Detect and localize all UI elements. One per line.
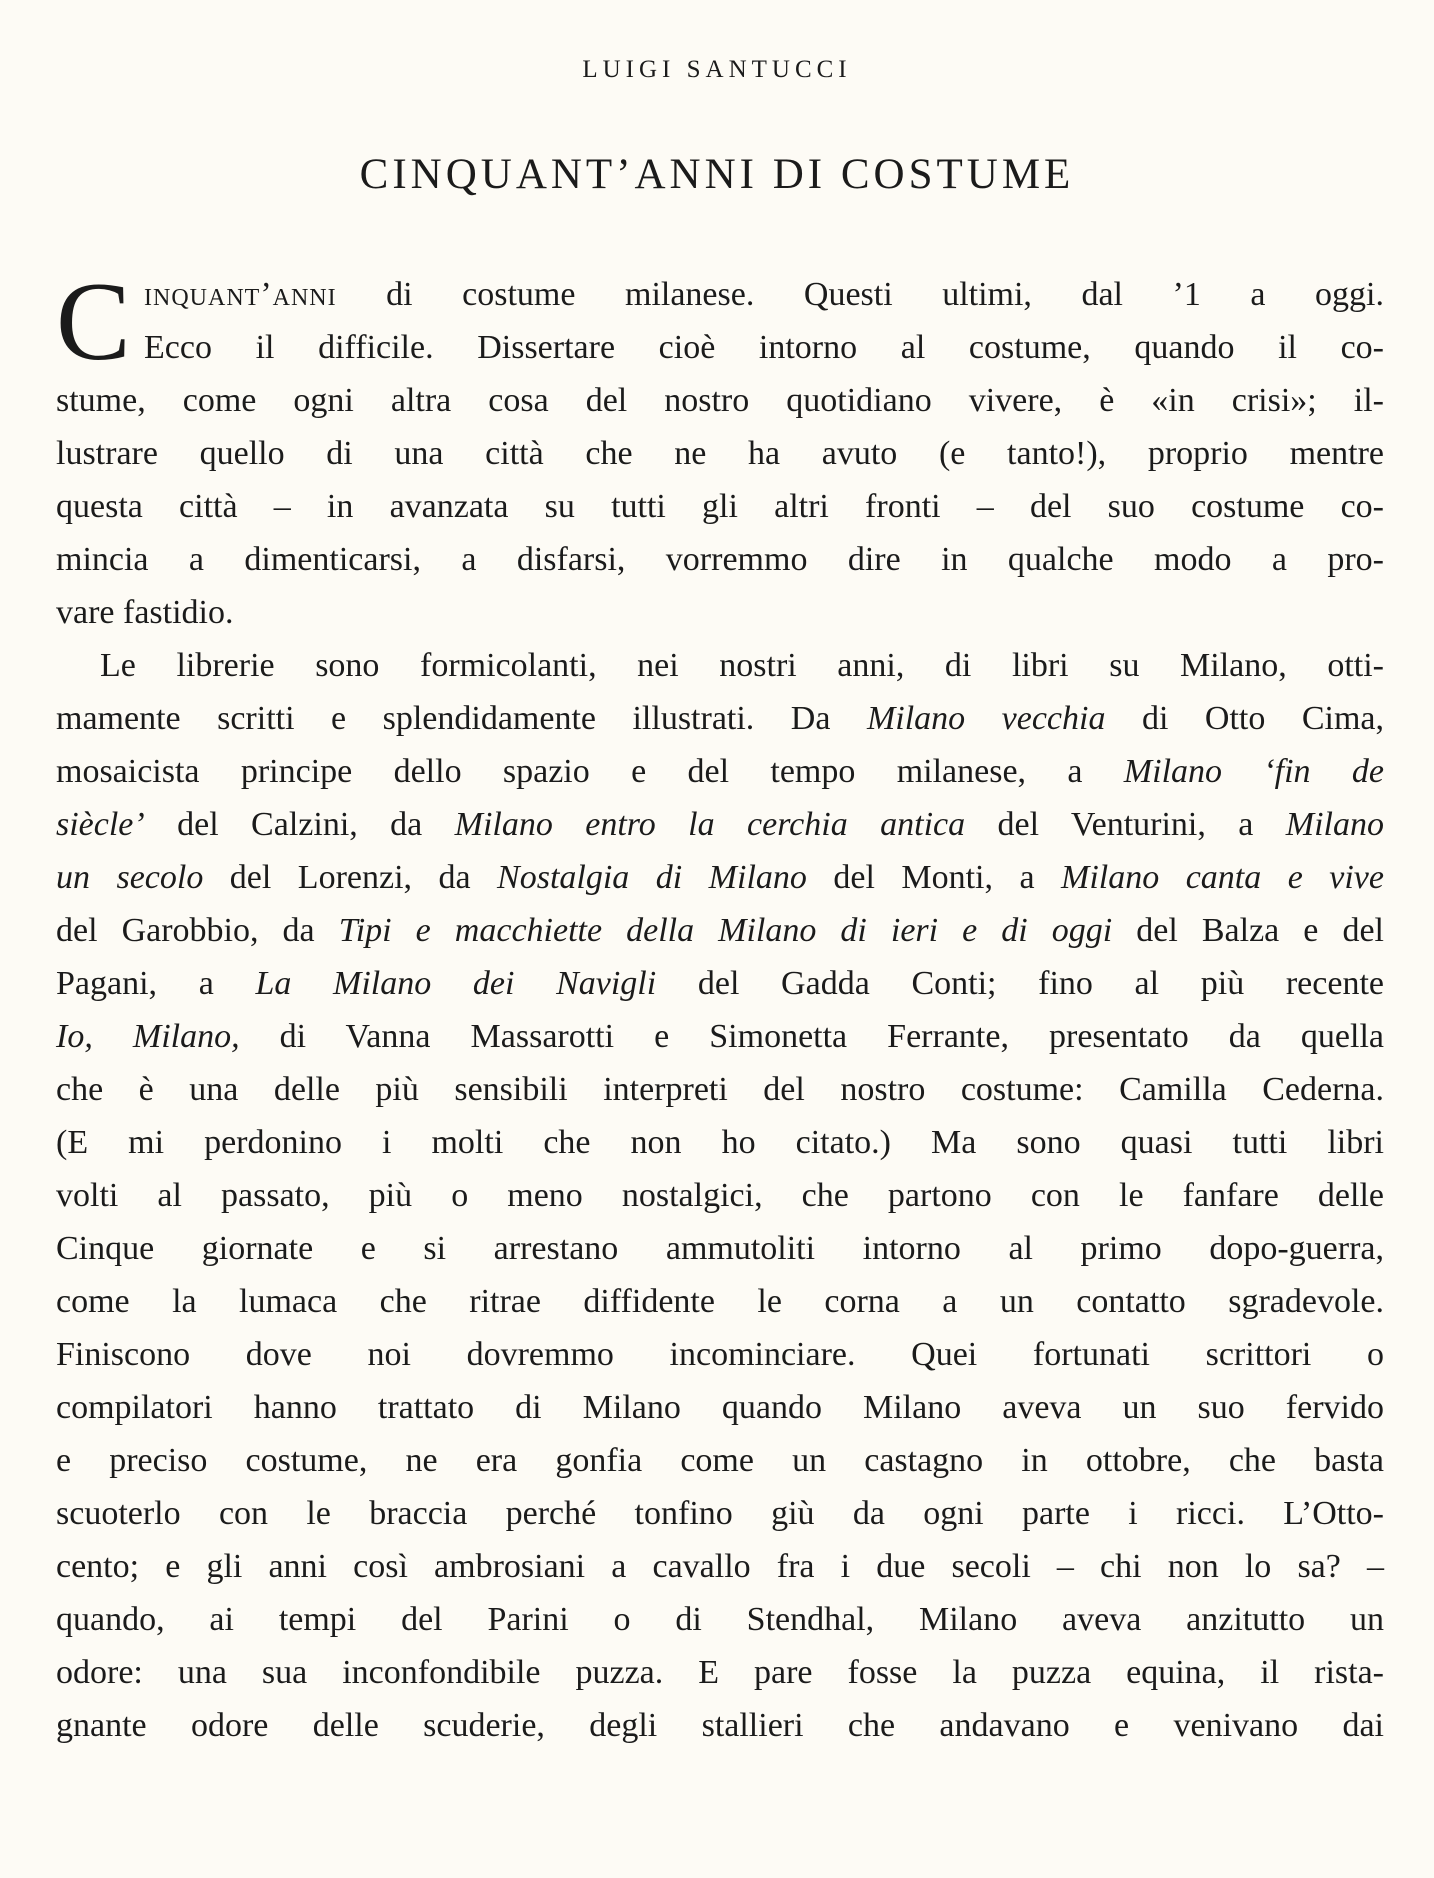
chapter-title: CINQUANT’ANNI DI COSTUME [359, 151, 1075, 198]
text-line: lustrare quello di una città che ne ha avuto (e tanto!), proprio mentre [56, 435, 1384, 472]
text-line: gnante odore delle scuderie, degli stallieri che andavano e venivano dai [56, 1707, 1384, 1744]
text-line: vare fastidio. [56, 594, 234, 631]
text-line: del Garobbio, da Tipi e macchiette della Milano di ieri e di oggi del Balza e del [56, 912, 1384, 949]
text-line: Io, Milano, di Vanna Massarotti e Simonetta Ferrante, presentato da quella [56, 1018, 1384, 1055]
book-title: siècle’ [56, 806, 145, 843]
book-title: Milano [1285, 806, 1384, 843]
text-line: mosaicista principe dello spazio e del tempo milanese, a Milano ‘fin de [56, 753, 1384, 790]
body-text [56, 260, 1384, 1752]
text-line: mamente scritti e splendidamente illustrati. Da Milano vecchia di Otto Cima, [56, 700, 1384, 737]
text-line: scuoterlo con le braccia perché tonfino giù da ogni parte i ricci. L’Otto- [56, 1495, 1384, 1532]
opening-small-caps: inquant’anni [144, 276, 337, 313]
text-line: inquant’anni di costume milanese. Questi ultimi, dal ’1 a oggi. [144, 276, 1384, 313]
text-line: siècle’ del Calzini, da Milano entro la cerchia antica del Venturini, a Milano [56, 806, 1384, 843]
text-line: compilatori hanno trattato di Milano quando Milano aveva un suo fervido [56, 1389, 1384, 1426]
text-line: stume, come ogni altra cosa del nostro quotidiano vivere, è «in crisi»; il- [56, 382, 1384, 419]
text-line: (E mi perdonino i molti che non ho citato.) Ma sono quasi tutti libri [56, 1124, 1384, 1161]
text-line: e preciso costume, ne era gonfia come un castagno in ottobre, che basta [56, 1442, 1384, 1479]
text-line: Ecco il difficile. Dissertare cioè intorno al costume, quando il co- [144, 329, 1384, 366]
book-title: La Milano dei Navigli [255, 965, 657, 1002]
text-line: odore: una sua inconfondibile puzza. E pare fosse la puzza equina, il rista- [56, 1654, 1384, 1691]
drop-cap: C [56, 260, 131, 384]
text-line: mincia a dimenticarsi, a disfarsi, vorremmo dire in qualche modo a pro- [56, 541, 1384, 578]
book-title: Milano vecchia [866, 700, 1106, 737]
running-head-author: LUIGI SANTUCCI [582, 56, 852, 83]
text-line: che è una delle più sensibili interpreti del nostro costume: Camilla Cederna. [56, 1071, 1384, 1108]
text-line: quando, ai tempi del Parini o di Stendhal, Milano aveva anzitutto un [56, 1601, 1384, 1638]
text-line: Le librerie sono formicolanti, nei nostri anni, di libri su Milano, otti- [100, 647, 1384, 684]
text-line: cento; e gli anni così ambrosiani a cavallo fra i due secoli – chi non lo sa? – [56, 1548, 1384, 1585]
book-title: Milano canta e vive [1061, 859, 1384, 896]
text-line: volti al passato, più o meno nostalgici, che partono con le fanfare delle [56, 1177, 1384, 1214]
text-line: Pagani, a La Milano dei Navigli del Gadda Conti; fino al più recente [56, 965, 1384, 1002]
text-line: Cinque giornate e si arrestano ammutoliti intorno al primo dopo-guerra, [56, 1230, 1384, 1267]
book-title: Milano ‘fin de [1123, 753, 1384, 790]
book-title: Io, Milano, [56, 1018, 240, 1055]
book-title: Nostalgia di Milano [497, 859, 807, 896]
book-title: Milano entro la cerchia antica [454, 806, 966, 843]
book-title: Tipi e macchiette della Milano di ieri e di oggi [338, 912, 1113, 949]
text-line: Finiscono dove noi dovremmo incominciare. Quei fortunati scrittori o [56, 1336, 1384, 1373]
text-line: questa città – in avanzata su tutti gli altri fronti – del suo costume co- [56, 488, 1384, 525]
text-line: un secolo del Lorenzi, da Nostalgia di Milano del Monti, a Milano canta e vive [56, 859, 1384, 896]
book-title: un secolo [56, 859, 204, 896]
text-line: come la lumaca che ritrae diffidente le corna a un contatto sgradevole. [56, 1283, 1384, 1320]
